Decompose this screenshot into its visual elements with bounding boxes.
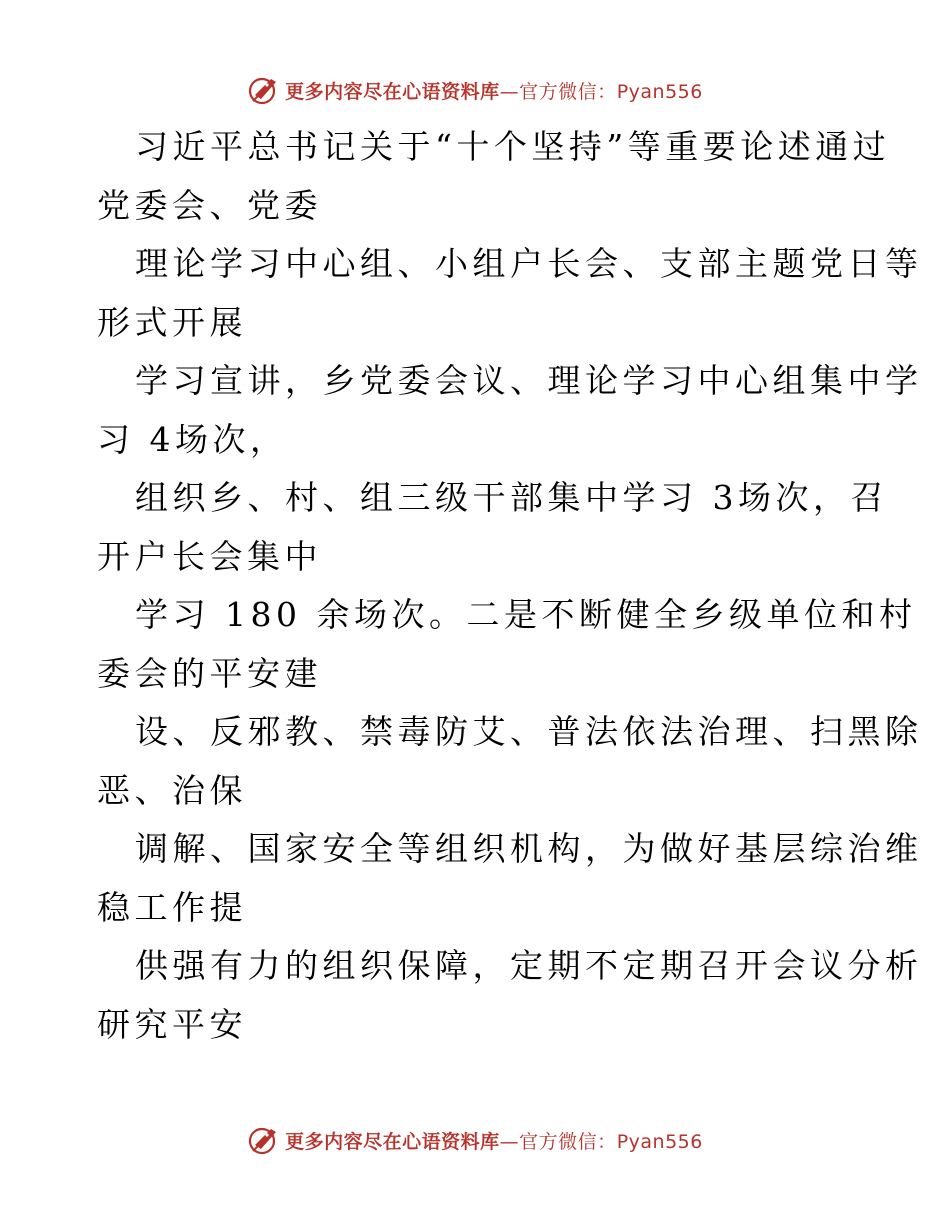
pen-nib-circle-icon — [247, 73, 281, 107]
footer-wechat-label: 官方微信： — [519, 1130, 617, 1153]
paragraph — [97, 469, 888, 586]
paragraph-line: 理论学习中心组、小组户长会、支部主题党日等 — [135, 244, 923, 283]
header-watermark-banner — [0, 70, 950, 110]
paragraph-line: 习 4场次， — [97, 419, 288, 459]
footer-watermark-banner — [0, 1120, 950, 1160]
paragraph-line: 形式开展 — [97, 302, 247, 342]
paragraph-line: 组织乡、村、组三级干部集中学习 3场次，召 — [135, 478, 888, 517]
paragraph-line: 研究平安 — [97, 1004, 247, 1044]
paragraph-line: 稳工作提 — [97, 887, 247, 927]
paragraph-line: 调解、国家安全等组织机构，为做好基层综治维 — [135, 829, 923, 868]
paragraph-line: 习近平总书记关于“十个坚持”等重要论述通过 — [135, 127, 891, 166]
paragraph-line: 学习宣讲，乡党委会议、理论学习中心组集中学 — [135, 361, 923, 400]
paragraph — [97, 586, 917, 703]
header-brand-text: 更多内容尽在心语资料库 — [285, 80, 500, 103]
footer-banner-text — [285, 1127, 703, 1154]
header-wechat-label: 官方微信： — [519, 80, 617, 103]
paragraph-line: 开户长会集中 — [97, 536, 322, 576]
header-wechat-id: Pyan556 — [616, 80, 703, 103]
paragraph — [97, 118, 891, 235]
paragraph-line: 学习 180 余场次。二是不断健全乡级单位和村 — [135, 595, 917, 634]
paragraph — [97, 937, 923, 1054]
paragraph — [97, 703, 923, 820]
paragraph — [97, 352, 923, 469]
paragraph-line: 设、反邪教、禁毒防艾、普法依法治理、扫黑除 — [135, 712, 923, 751]
paragraph — [97, 820, 923, 937]
paragraph-line: 党委会、党委 — [97, 185, 322, 225]
document-body — [97, 118, 923, 1054]
paragraph-line: 委会的平安建 — [97, 653, 322, 693]
header-banner-text — [285, 77, 703, 104]
footer-brand-text: 更多内容尽在心语资料库 — [285, 1130, 500, 1153]
paragraph — [97, 235, 923, 352]
footer-wechat-id: Pyan556 — [616, 1130, 703, 1153]
pen-nib-circle-icon — [247, 1123, 281, 1157]
paragraph-line: 供强有力的组织保障，定期不定期召开会议分析 — [135, 946, 923, 985]
paragraph-line: 恶、治保 — [97, 770, 247, 810]
footer-separator: — — [499, 1130, 520, 1153]
header-separator: — — [499, 80, 520, 103]
